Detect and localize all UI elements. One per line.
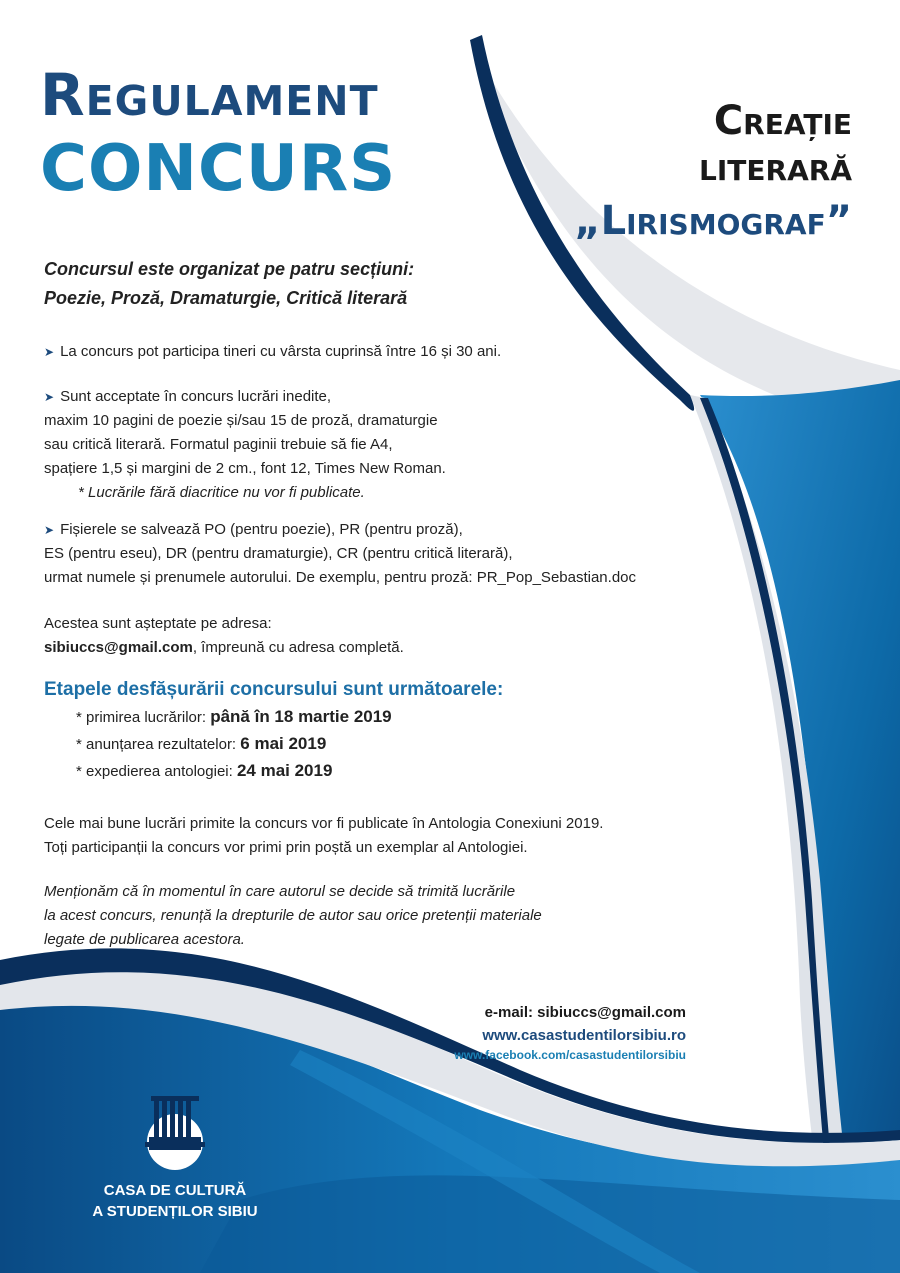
intro-line: Poezie, Proză, Dramaturgie, Critică literară [44, 288, 408, 308]
rule-text: sau critică literară. Formatul paginii trebuie să fie A4, [44, 436, 393, 453]
contact-facebook[interactable]: www.facebook.com/casastudentilorsibiu [454, 1048, 686, 1062]
right-title-lirismograf: „Lirismograf” [574, 198, 852, 244]
rule-text: La concurs pot participa tineri cu vârsta cuprinsă între 16 și 30 ani. [60, 343, 502, 360]
stage-label: * expedierea antologiei: [76, 763, 237, 780]
intro-sections [44, 255, 414, 313]
right-title-literara: literară [699, 144, 852, 190]
stage-date: 6 mai 2019 [240, 734, 327, 753]
right-title-creatie: Creație [713, 98, 852, 144]
address-rest: , împreună cu adresa completă. [192, 639, 404, 656]
stage-item [76, 761, 332, 781]
stage-item [76, 734, 326, 754]
closing-line: Toți participanții la concurs vor primi prin poștă un exemplar al Antologiei. [44, 839, 528, 856]
org-line: A STUDENȚILOR SIBIU [92, 1203, 258, 1220]
rule-format [44, 385, 446, 505]
disclaimer-line: Menționăm că în momentul în care autorul se decide să trimită lucrările [44, 883, 516, 900]
rule-text: ES (pentru eseu), DR (pentru dramaturgie), CR (pentru critică literară), [44, 545, 513, 562]
organization-name [60, 1180, 290, 1222]
disclaimer-line: la acest concurs, renunță la drepturile de autor sau orice pretenții materiale [44, 907, 542, 924]
submission-address [44, 612, 404, 660]
title-regulament: Regulament [40, 61, 379, 129]
rule-note: * Lucrările fără diacritice nu vor fi publicate. [78, 484, 365, 501]
rule-text: maxim 10 pagini de poezie și/sau 15 de proză, dramaturgie [44, 412, 438, 429]
intro-line: Concursul este organizat pe patru secțiuni: [44, 259, 415, 279]
stage-label: * primirea lucrărilor: [76, 709, 211, 726]
stage-date: 24 mai 2019 [236, 761, 333, 780]
stages-title: Etapele desfășurării concursului sunt următoarele: [44, 679, 504, 700]
disclaimer-line: legate de publicarea acestora. [44, 931, 245, 948]
contact-website[interactable]: www.casastudentilorsibiu.ro [482, 1027, 686, 1044]
stage-item [76, 707, 392, 727]
address-email-link[interactable]: sibiuccs@gmail.com [44, 639, 193, 656]
closing-line: Cele mai bune lucrări primite la concurs vor fi publicate în Antologia Conexiuni 2019. [44, 815, 604, 832]
stage-date: până în 18 martie 2019 [210, 707, 392, 726]
rule-text: Fișierele se salvează PO (pentru poezie), PR (pentru proză), [60, 521, 463, 538]
title-concurs: CONCURS [40, 132, 397, 206]
arrow-icon: ➤ [44, 345, 55, 359]
organization-logo [80, 1092, 270, 1177]
rule-text: urmat numele și prenumele autorului. De exemplu, pentru proză: PR_Pop_Sebastian.doc [44, 569, 637, 586]
rule-text: Sunt acceptate în concurs lucrări inedite, [60, 388, 332, 405]
arrow-icon: ➤ [44, 523, 55, 537]
rule-text: spațiere 1,5 și margini de 2 cm., font 12, Times New Roman. [44, 460, 446, 477]
rule-filenames [44, 518, 636, 590]
disclaimer [44, 880, 542, 952]
closing-info [44, 812, 603, 860]
org-line: CASA DE CULTURĂ [103, 1182, 247, 1199]
contact-email[interactable]: e-mail: sibiuccs@gmail.com [484, 1004, 686, 1021]
stage-label: * anunțarea rezultatelor: [76, 736, 241, 753]
columns-logo-icon [135, 1092, 215, 1172]
address-label: Acestea sunt așteptate pe adresa: [44, 615, 272, 632]
rule-age [44, 340, 501, 364]
arrow-icon: ➤ [44, 390, 55, 404]
